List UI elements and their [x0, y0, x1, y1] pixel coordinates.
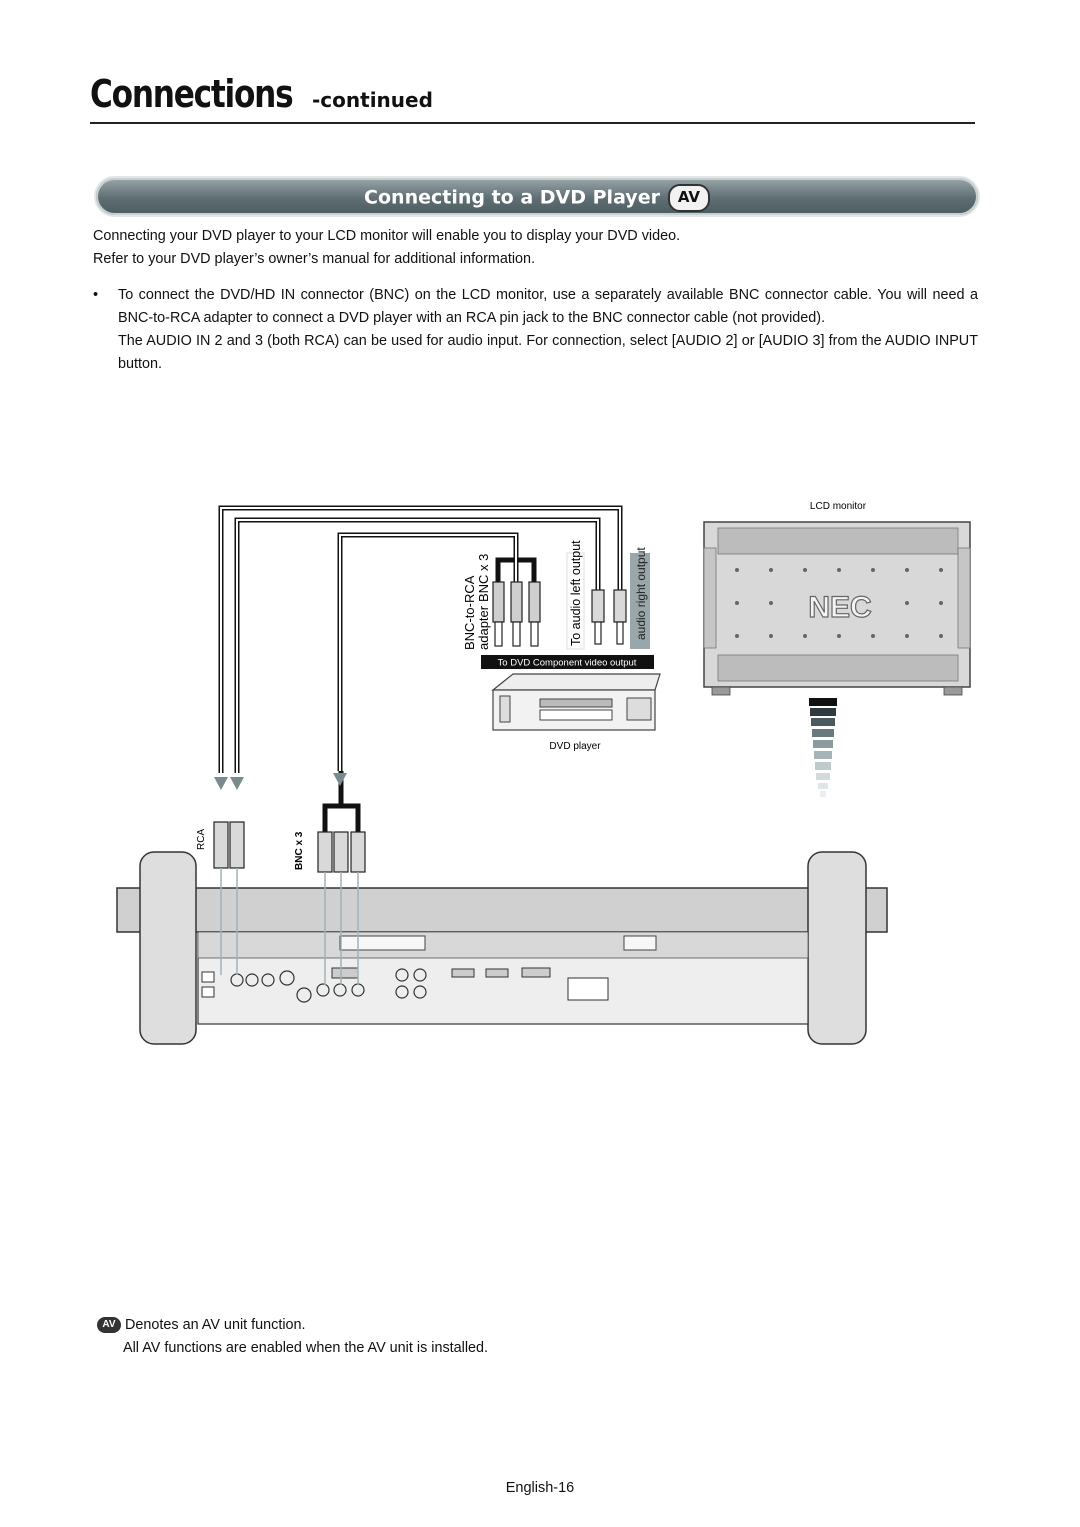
bullet-item [93, 284, 978, 376]
audio-rca-plugs [592, 590, 626, 644]
component-output-label: To DVD Component video output [497, 657, 637, 669]
adapter-label-line2: adapter [476, 605, 491, 650]
bullet-text-2: The AUDIO IN 2 and 3 (both RCA) can be used for audio input. For connection, select [AUDIO 2] or [AUDIO 3] from the AUDIO INPUT button. [118, 333, 978, 372]
rca-label: RCA [196, 828, 207, 850]
bullet-text-1: To connect the DVD/HD IN connector (BNC) on the LCD monitor, use a separately available BNC connector cable. You will need a BNC-to-RCA adapter to connect a DVD player with an RCA pin jack to the BNC connector cable (not provided). [118, 287, 978, 326]
zoom-indicator [809, 698, 837, 797]
av-badge-icon: AV [668, 184, 710, 212]
page-title-suffix: -continued [312, 88, 433, 112]
av-note-line1: Denotes an AV unit function. [125, 1317, 306, 1333]
adapter-bnc-label: BNC x 3 [476, 553, 491, 602]
page-number: English-16 [505, 1480, 575, 1496]
bnc-label: BNC x 3 [294, 831, 305, 870]
dvd-player-label: DVD player [549, 741, 601, 752]
intro-line-1: Connecting your DVD player to your LCD monitor will enable you to display your DVD video. [93, 228, 681, 244]
monitor-rear-panel [117, 852, 887, 1044]
rca-plugs [214, 822, 244, 868]
section-heading-bar [96, 178, 978, 215]
nec-logo: NEC [808, 591, 872, 624]
adapter-label-line1: BNC-to-RCA [462, 575, 477, 650]
cables [221, 508, 620, 832]
right-audio-label: audio right output [634, 547, 648, 640]
bnc-to-rca-adapters [493, 582, 540, 646]
dvd-player-illustration [481, 655, 660, 752]
bullet-marker: • [93, 287, 99, 303]
connection-diagram [0, 480, 1080, 1060]
av-note [97, 1314, 306, 1337]
av-badge-small-icon: AV [97, 1317, 121, 1333]
intro-line-2: Refer to your DVD player’s owner’s manual for additional information. [93, 251, 536, 267]
section-title [96, 184, 978, 212]
left-audio-label: To audio left output [569, 540, 583, 646]
intro-paragraph [93, 225, 978, 271]
lcd-monitor-label: LCD monitor [809, 501, 867, 512]
page-title: Connections [90, 72, 293, 116]
bnc-plugs [318, 832, 365, 872]
page-header [90, 70, 975, 124]
arrow-icons [214, 773, 347, 790]
section-title-text: Connecting to a DVD Player [364, 186, 660, 209]
av-note-line2: All AV functions are enabled when the AV unit is installed. [123, 1340, 489, 1356]
lcd-monitor-illustration [704, 501, 970, 695]
